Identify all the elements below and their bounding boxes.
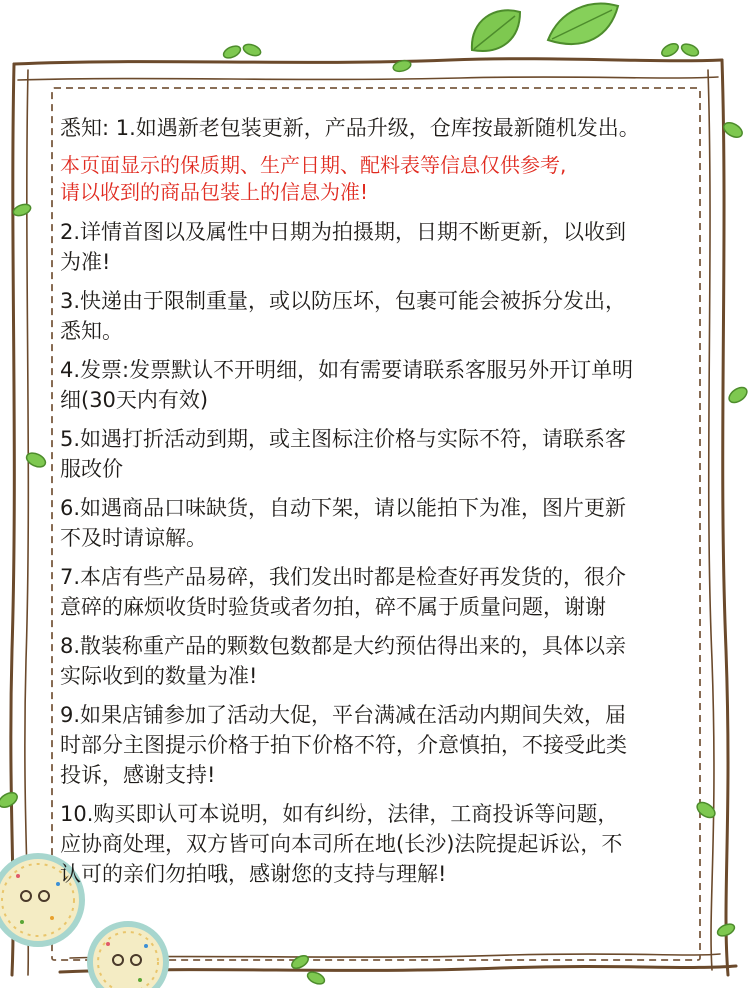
notice-item: 7.本店有些产品易碎，我们发出时都是检查好再发货的，很介 意碎的麻烦收货时验货或者勿拍，碎不属于质量问题，谢谢 xyxy=(60,565,627,619)
notice-disclaimer: 本页面显示的保质期、生产日期、配料表等信息仅供参考, 请以收到的商品包装上的信息为准! xyxy=(60,153,567,204)
notice-item: 4.发票:发票默认不开明细，如有需要请联系客服另外开订单明 细(30天内有效) xyxy=(60,358,634,412)
notice-item: 5.如遇打折活动到期，或主图标注价格与实际不符，请联系客 服改价 xyxy=(60,427,627,481)
notice-item: 6.如遇商品口味缺货，自动下架，请以能拍下为准，图片更新 不及时请谅解。 xyxy=(60,496,627,550)
notice-item: 10.购买即认可本说明，如有纠纷，法律，工商投诉等问题， 应协商处理，双方皆可向本司所在地(长沙)法院提起诉讼，不 认可的亲们勿拍哦，感谢您的支持与理解! xyxy=(60,802,623,886)
donut-button-icon xyxy=(90,924,166,988)
notice-lead: 悉知: 1.如遇新老包装更新，产品升级，仓库按最新随机发出。 xyxy=(60,116,640,140)
leaf-icon xyxy=(548,4,618,44)
notice-item: 8.散装称重产品的颗数包数都是大约预估得出来的，具体以亲 实际收到的数量为准! xyxy=(60,634,627,688)
notice-body xyxy=(60,113,710,898)
notice-item: 3.快递由于限制重量，或以防压坏，包裹可能会被拆分发出， 悉知。 xyxy=(60,289,627,343)
leaf-icon xyxy=(472,10,520,51)
notice-item: 9.如果店铺参加了活动大促，平台满减在活动内期间失效，届 时部分主图提示价格于拍下价格不符，介意慎拍，不接受此类 投诉，感谢支持! xyxy=(60,703,627,787)
notice-item: 2.详情首图以及属性中日期为拍摄期，日期不断更新，以收到 为准! xyxy=(60,220,627,274)
